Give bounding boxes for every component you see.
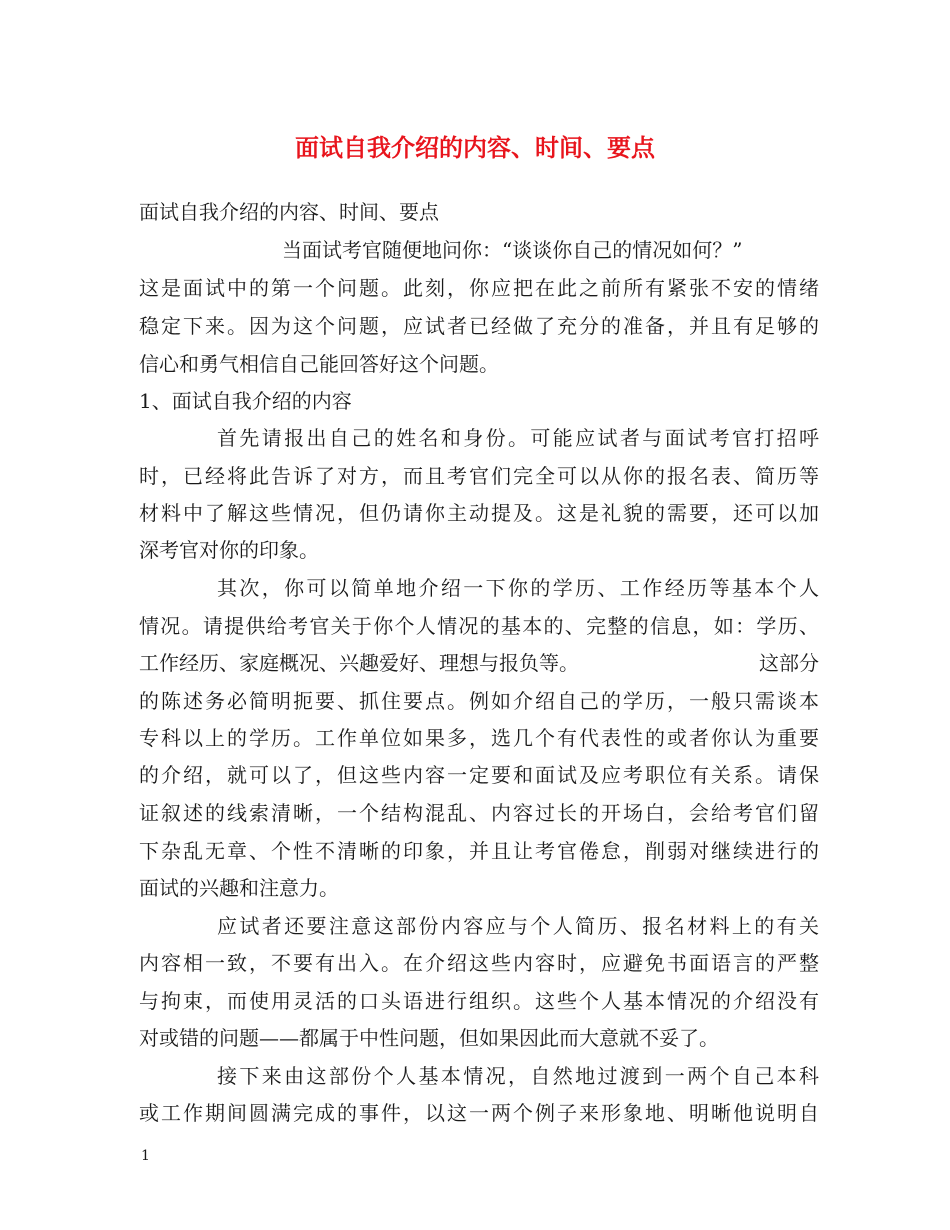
body-line: 当面试考官随便地问你：“谈谈你自己的情况如何？” (282, 238, 743, 262)
body-line: 与拘束，而使用灵活的口头语进行组织。这些个人基本情况的介绍没有 (139, 989, 819, 1013)
body-line: 内容相一致，不要有出入。在介绍这些内容时，应避免书面语言的严整 (139, 951, 819, 975)
subtitle-line: 面试自我介绍的内容、时间、要点 (139, 200, 439, 224)
body-line: 下杂乱无章、个性不清晰的印象，并且让考官倦怠，削弱对继续进行的 (139, 839, 819, 863)
body-line: 面试的兴趣和注意力。 (139, 876, 339, 900)
body-line: 接下来由这部份个人基本情况，自然地过渡到一两个自己本科 (217, 1064, 819, 1088)
body-line: 时，已经将此告诉了对方，而且考官们完全可以从你的报名表、简历等 (139, 464, 819, 488)
document-title: 面试自我介绍的内容、时间、要点 (295, 133, 655, 162)
body-line: 深考官对你的印象。 (139, 538, 319, 562)
body-line: 专科以上的学历。工作单位如果多，选几个有代表性的或者你认为重要 (139, 726, 819, 750)
page-number: 1 (141, 1148, 150, 1164)
body-line: 证叙述的线索清晰，一个结构混乱、内容过长的开场白，会给考官们留 (139, 801, 819, 825)
body-line: 其次，你可以简单地介绍一下你的学历、工作经历等基本个人 (217, 576, 819, 600)
body-line: 或工作期间圆满完成的事件，以这一两个例子来形象地、明晰他说明自 (139, 1101, 819, 1125)
body-line: 应试者还要注意这部份内容应与个人简历、报名材料上的有关 (217, 914, 819, 938)
body-line: 稳定下来。因为这个问题，应试者已经做了充分的准备，并且有足够的 (139, 314, 819, 338)
body-line: 材料中了解这些情况，但仍请你主动提及。这是礼貌的需要，还可以加 (139, 501, 819, 525)
section-heading: 1、面试自我介绍的内容 (139, 389, 352, 413)
body-line-tail: 这部分 (759, 651, 819, 675)
body-line: 的介绍，就可以了，但这些内容一定要和面试及应考职位有关系。请保 (139, 763, 819, 787)
body-line: 的陈述务必简明扼要、抓住要点。例如介绍自己的学历，一般只需谈本 (139, 689, 819, 713)
body-line: 信心和勇气相信自己能回答好这个问题。 (139, 352, 499, 376)
body-line: 工作经历、家庭概况、兴趣爱好、理想与报负等。 (139, 651, 579, 675)
body-line: 这是面试中的第一个问题。此刻，你应把在此之前所有紧张不安的情绪 (139, 276, 819, 300)
body-line: 情况。请提供给考官关于你个人情况的基本的、完整的信息，如：学历、 (139, 614, 819, 638)
body-line: 首先请报出自己的姓名和身份。可能应试者与面试考官打招呼 (217, 426, 819, 450)
body-line: 对或错的问题——都属于中性问题，但如果因此而大意就不妥了。 (139, 1026, 719, 1050)
